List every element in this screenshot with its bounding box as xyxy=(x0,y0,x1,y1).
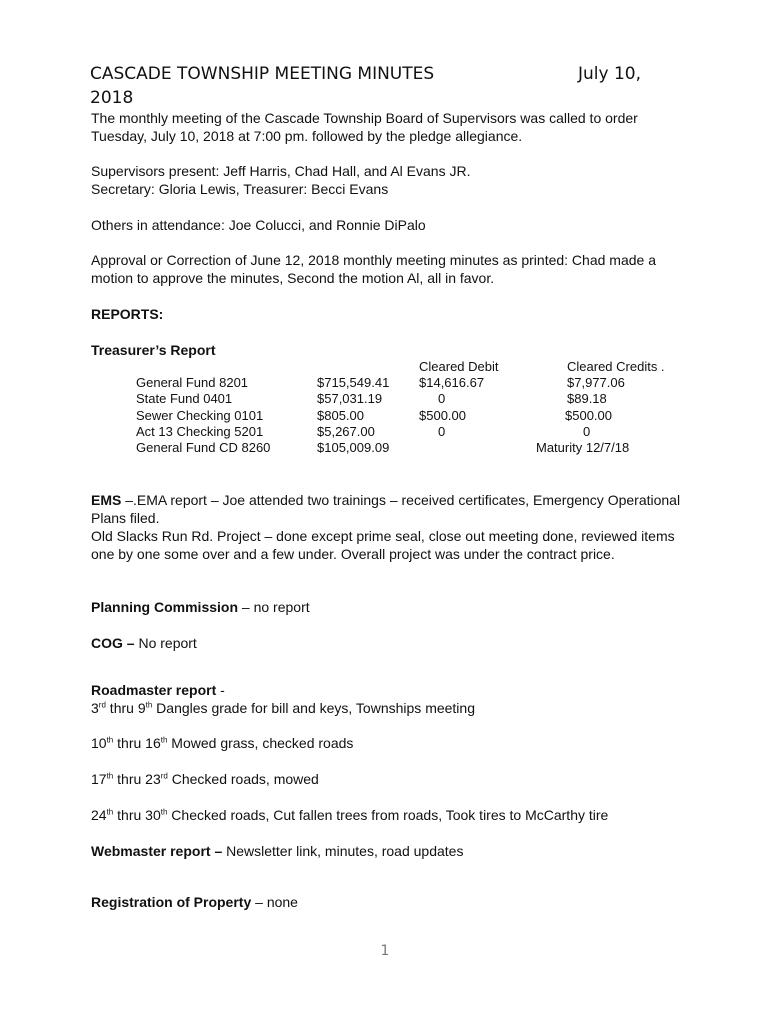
entry-end: thru 9 xyxy=(105,700,146,716)
reports-heading: REPORTS: xyxy=(91,306,164,322)
roadmaster-entry xyxy=(91,770,681,788)
col-header-debit: Cleared Debit xyxy=(419,359,499,374)
row-credit: $89.18 xyxy=(567,391,607,406)
roadmaster-entry xyxy=(91,734,681,752)
entry-text: Mowed grass, checked roads xyxy=(167,735,354,751)
slacks-run-project: Old Slacks Run Rd. Project – done except prime seal, close out meeting done, reviewed items one by one some over and a few under. Overall project was under the contract price. xyxy=(91,528,675,562)
ems-text: –.EMA report – Joe attended two trainings – received certificates, Emergency Operational Plans filed. xyxy=(91,492,681,526)
officers-line: Secretary: Gloria Lewis, Treasurer: Becci Evans xyxy=(91,181,389,197)
roadmaster-entry xyxy=(91,806,681,824)
entry-start-suffix: th xyxy=(106,807,114,817)
row-credit: 0 xyxy=(583,424,591,439)
row-credit: $500.00 xyxy=(565,408,612,423)
webmaster-report xyxy=(91,842,681,860)
entry-start: 17 xyxy=(91,771,107,787)
row-balance: $805.00 xyxy=(317,408,364,423)
ems-label: EMS xyxy=(91,492,122,508)
intro-paragraph: The monthly meeting of the Cascade Township Board of Supervisors was called to order Tuesday, July 10, 2018 at 7:00 pm. followed by the pledge allegiance. xyxy=(91,110,638,144)
planning-commission xyxy=(91,598,681,616)
entry-end: thru 23 xyxy=(113,771,161,787)
entry-end: thru 16 xyxy=(113,735,161,751)
entry-end-suffix: th xyxy=(145,700,153,710)
roadmaster-entry xyxy=(91,699,681,717)
entry-text: Dangles grade for bill and keys, Townships meeting xyxy=(152,700,475,716)
row-maturity: Maturity 12/7/18 xyxy=(536,440,630,455)
entry-text: Checked roads, mowed xyxy=(167,771,319,787)
meeting-year: 2018 xyxy=(90,88,134,108)
planning-text: – no report xyxy=(238,599,310,615)
webmaster-label: Webmaster report – xyxy=(91,843,223,859)
row-name: State Fund 0401 xyxy=(136,391,233,406)
row-balance: $105,009.09 xyxy=(317,440,390,455)
cog-text: No report xyxy=(134,635,197,651)
row-debit: $500.00 xyxy=(419,408,466,423)
registration-of-property xyxy=(91,893,681,911)
meeting-date: July 10, xyxy=(578,64,642,84)
row-name: General Fund 8201 xyxy=(136,375,249,390)
cog-report xyxy=(91,634,681,652)
others-attendance: Others in attendance: Joe Colucci, and Ronnie DiPalo xyxy=(91,217,426,233)
row-name: Sewer Checking 0101 xyxy=(136,408,264,423)
entry-start-suffix: th xyxy=(106,735,114,745)
registration-text: – none xyxy=(251,894,298,910)
row-name: Act 13 Checking 5201 xyxy=(136,424,264,439)
planning-label: Planning Commission xyxy=(91,599,239,615)
row-debit: 0 xyxy=(438,391,446,406)
supervisors-present: Supervisors present: Jeff Harris, Chad Hall, and Al Evans JR. xyxy=(91,163,471,179)
entry-end-suffix: th xyxy=(160,807,168,817)
webmaster-text: Newsletter link, minutes, road updates xyxy=(222,843,464,859)
row-balance: $57,031.19 xyxy=(317,391,383,406)
entry-start: 24 xyxy=(91,807,107,823)
row-debit: $14,616.67 xyxy=(419,375,485,390)
entry-start-suffix: th xyxy=(106,771,114,781)
entry-start: 10 xyxy=(91,735,107,751)
col-header-credits: Cleared Credits . xyxy=(567,359,665,374)
document-title-block xyxy=(90,62,650,108)
entry-end: thru 30 xyxy=(113,807,161,823)
row-name: General Fund CD 8260 xyxy=(136,440,271,455)
entry-start: 3 xyxy=(91,700,99,716)
document-title: CASCADE TOWNSHIP MEETING MINUTES xyxy=(90,64,435,84)
row-balance: $715,549.41 xyxy=(317,375,390,390)
roadmaster-label: Roadmaster report xyxy=(91,682,217,698)
approval-paragraph: Approval or Correction of June 12, 2018 monthly meeting minutes as printed: Chad made a motion to approve the minutes, Second the motion Al, all in favor. xyxy=(91,252,656,286)
entry-end-suffix: th xyxy=(160,735,168,745)
registration-label: Registration of Property xyxy=(91,894,252,910)
ems-report xyxy=(91,491,681,527)
treasurer-heading: Treasurer’s Report xyxy=(91,342,216,358)
entry-end-suffix: rd xyxy=(160,771,168,781)
row-balance: $5,267.00 xyxy=(317,424,375,439)
cog-label: COG – xyxy=(91,635,135,651)
entry-start-suffix: rd xyxy=(98,700,106,710)
row-credit: $7,977.06 xyxy=(567,375,625,390)
roadmaster-heading xyxy=(91,681,681,699)
row-debit: 0 xyxy=(438,424,446,439)
page-number: 1 xyxy=(380,943,390,959)
roadmaster-suffix: - xyxy=(216,682,225,698)
entry-text: Checked roads, Cut fallen trees from roads, Took tires to McCarthy tire xyxy=(167,807,609,823)
